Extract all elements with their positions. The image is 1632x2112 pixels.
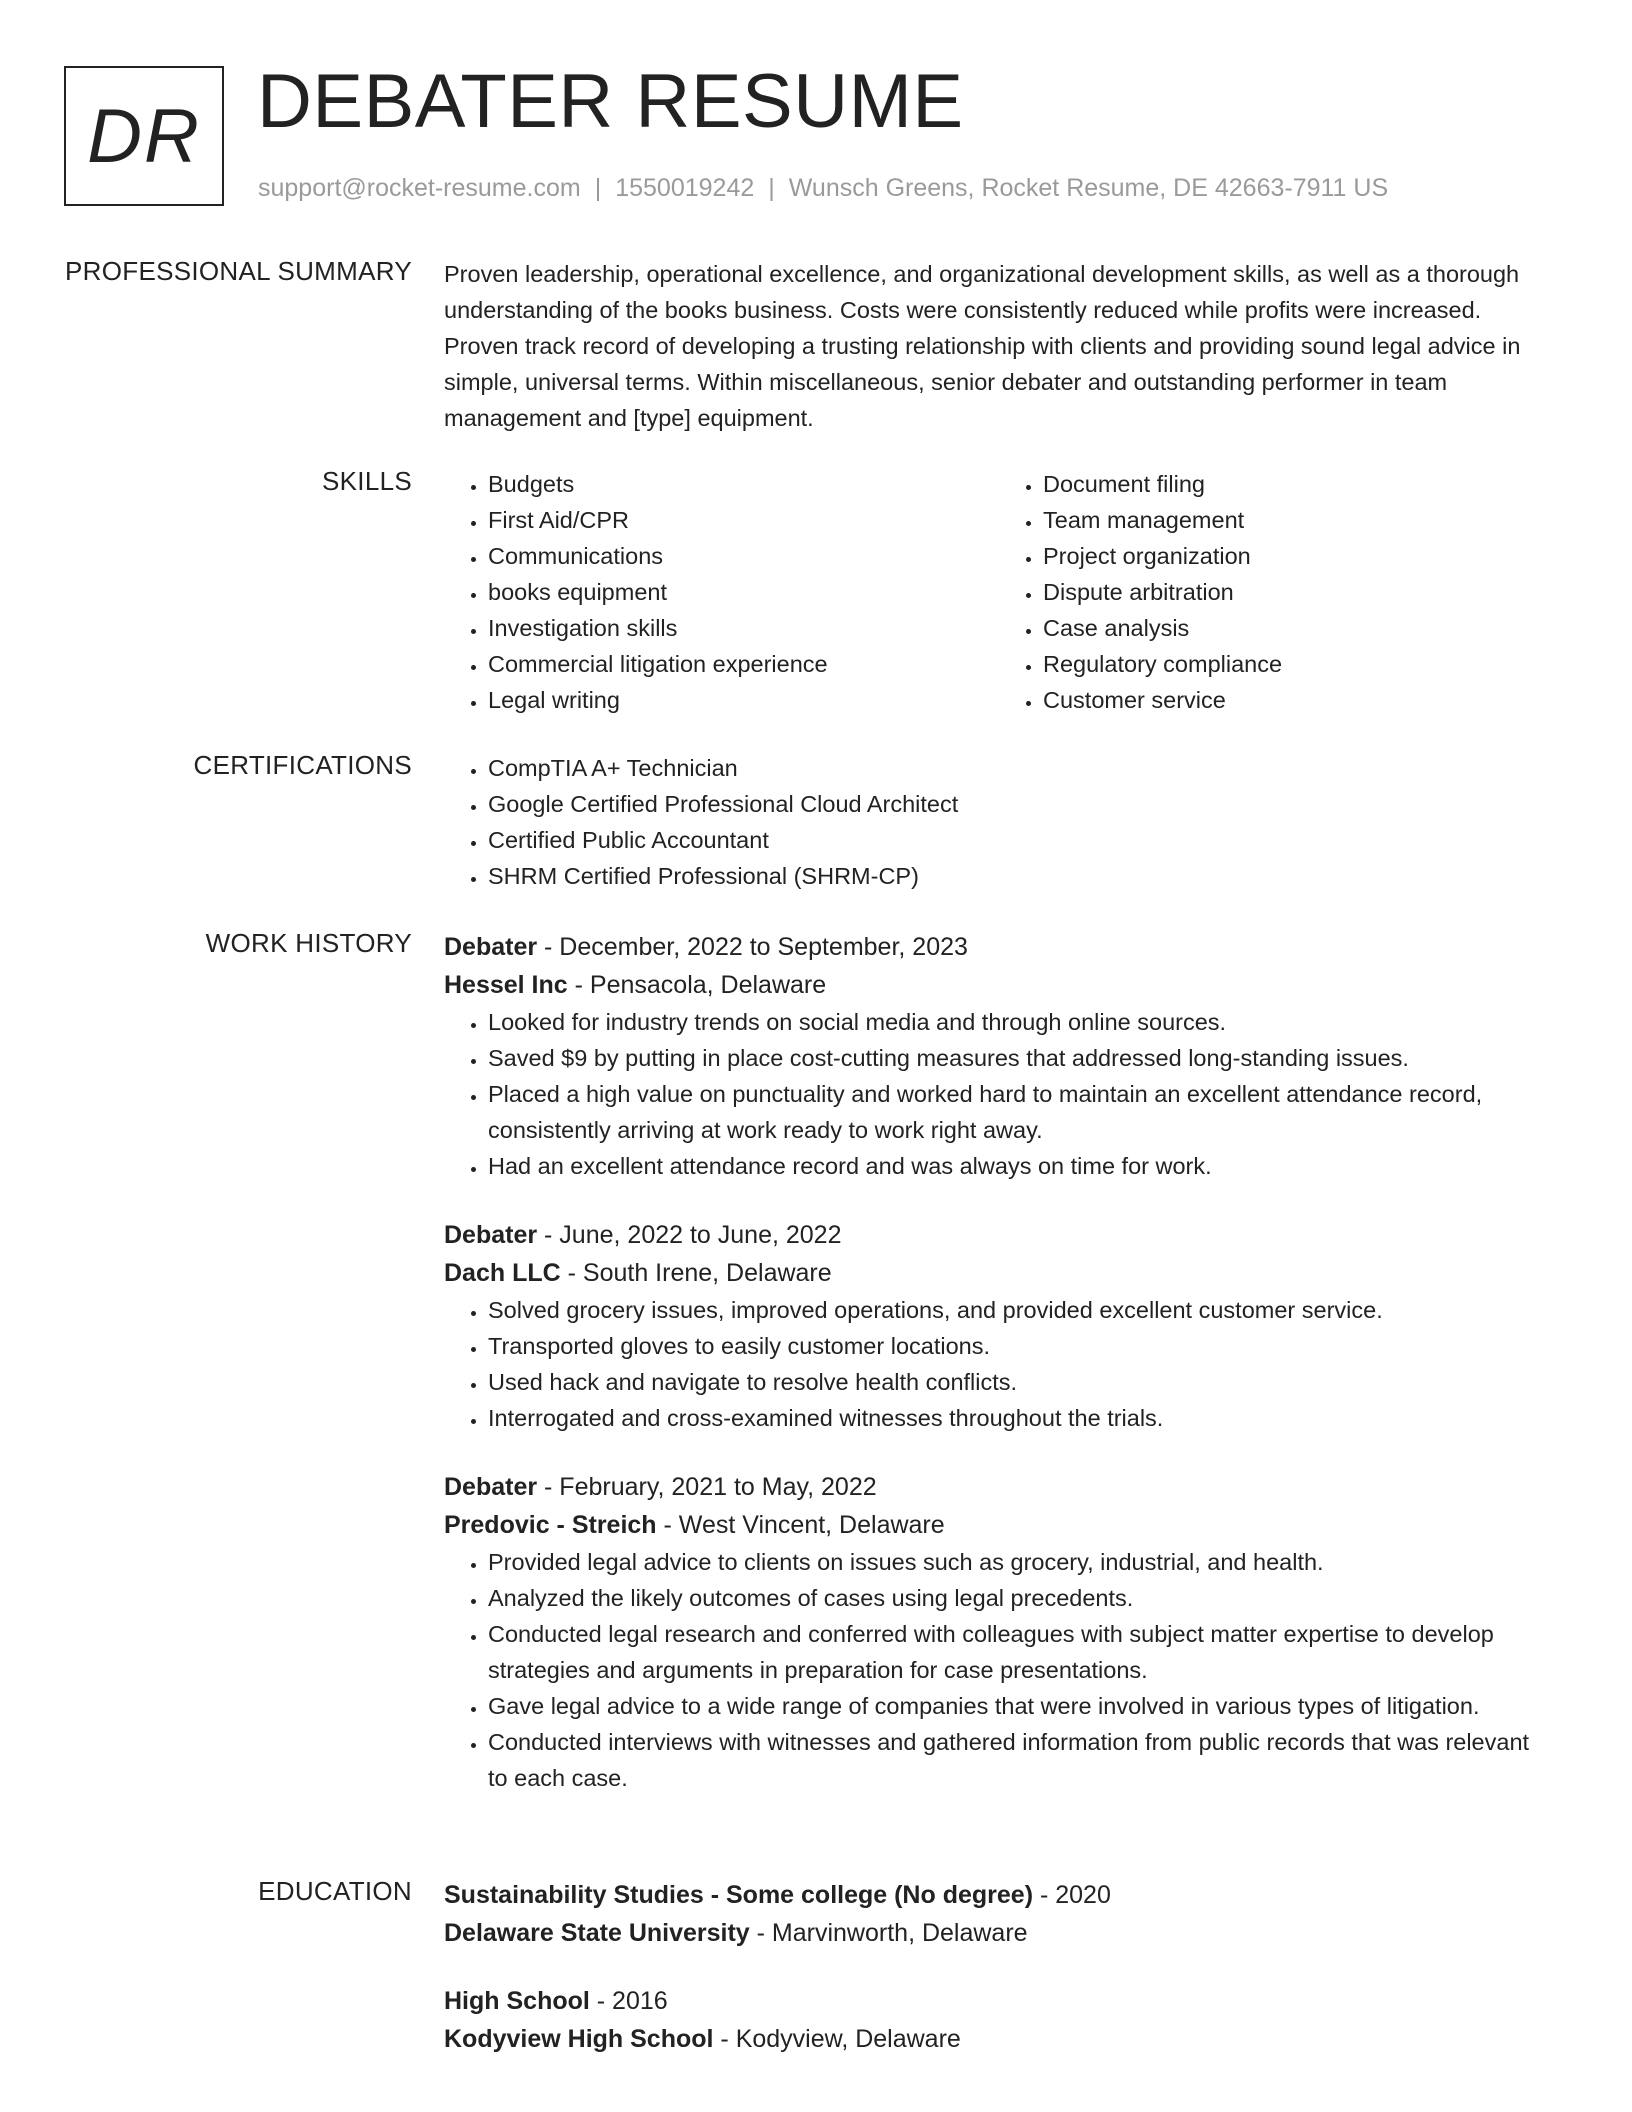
job-bullets	[444, 1544, 1554, 1796]
job-bullet: • Provided legal advice to clients on issues such as grocery, industrial, and health.	[488, 1544, 1554, 1580]
skill-item: • Team management	[1043, 502, 1554, 538]
job-title: Debater	[444, 933, 538, 961]
job-bullet: • Placed a high value on punctuality and worked hard to maintain an excellent attendance record, consistently arriving at work ready to work right away.	[488, 1076, 1554, 1148]
contact-line	[258, 174, 1388, 203]
education-degree-line	[444, 1982, 1554, 2020]
education-entry	[444, 1876, 1554, 1952]
skill-item: • Case analysis	[1043, 610, 1554, 646]
job-bullet: • Interrogated and cross-examined witnesses throughout the trials.	[488, 1400, 1554, 1436]
skill-item: • Budgets	[488, 466, 999, 502]
job-bullet: • Used hack and navigate to resolve health conflicts.	[488, 1364, 1554, 1400]
job-bullet: • Conducted legal research and conferred with colleagues with subject matter expertise to develop strategies and arguments in preparation for case presentations.	[488, 1616, 1554, 1688]
education-school: Delaware State University	[444, 1919, 750, 1947]
contact-phone: 1550019242	[615, 174, 755, 202]
job-dates: - February, 2021 to May, 2022	[537, 1473, 877, 1501]
job-bullet: • Saved $9 by putting in place cost-cutting measures that addressed long-standing issues.	[488, 1040, 1554, 1076]
section-label-education: EDUCATION	[258, 1876, 412, 1906]
job-bullets	[444, 1292, 1554, 1436]
skill-item: • Communications	[488, 538, 999, 574]
section-label-skills: SKILLS	[322, 466, 412, 496]
job-bullet: • Analyzed the likely outcomes of cases using legal precedents.	[488, 1580, 1554, 1616]
work-history-body	[444, 928, 1554, 1796]
job-title-line	[444, 1468, 1554, 1506]
certification-item: • SHRM Certified Professional (SHRM-CP)	[488, 858, 1554, 894]
skill-item: • Legal writing	[488, 682, 999, 718]
education-year: - 2020	[1033, 1881, 1111, 1909]
job-company-line	[444, 1254, 1554, 1292]
skill-item: • Project organization	[1043, 538, 1554, 574]
skills-list-right	[999, 466, 1554, 718]
skill-item: • Commercial litigation experience	[488, 646, 999, 682]
contact-separator: |	[768, 174, 775, 202]
job-company-line	[444, 966, 1554, 1004]
job-bullet: • Gave legal advice to a wide range of companies that were involved in various types of litigation.	[488, 1688, 1554, 1724]
skill-item: • Dispute arbitration	[1043, 574, 1554, 610]
job-bullet: • Transported gloves to easily customer locations.	[488, 1328, 1554, 1364]
skills-body	[444, 466, 1554, 718]
education-degree-line	[444, 1876, 1554, 1914]
education-school: Kodyview High School	[444, 2025, 714, 2053]
section-label-work-history: WORK HISTORY	[205, 928, 412, 958]
job-bullets	[444, 1004, 1554, 1184]
job-dates: - June, 2022 to June, 2022	[537, 1221, 842, 1249]
certifications-list	[444, 750, 1554, 894]
certification-item: • CompTIA A+ Technician	[488, 750, 1554, 786]
job-entry	[444, 928, 1554, 1184]
education-school-line	[444, 1914, 1554, 1952]
job-title: Debater	[444, 1473, 538, 1501]
summary-body	[444, 256, 1554, 436]
job-bullet: • Conducted interviews with witnesses and gathered information from public records that was relevant to each case.	[488, 1724, 1554, 1796]
job-bullet: • Looked for industry trends on social media and through online sources.	[488, 1004, 1554, 1040]
job-company: Dach LLC	[444, 1259, 561, 1287]
skill-item: • Regulatory compliance	[1043, 646, 1554, 682]
job-dates: - December, 2022 to September, 2023	[537, 933, 968, 961]
skill-item: • books equipment	[488, 574, 999, 610]
section-label-summary: PROFESSIONAL SUMMARY	[65, 256, 412, 286]
monogram-box	[64, 66, 224, 206]
education-entry	[444, 1982, 1554, 2058]
section-label-certifications: CERTIFICATIONS	[193, 750, 412, 780]
education-year: - 2016	[589, 1987, 668, 2015]
education-body	[444, 1876, 1554, 2058]
skill-item: • Customer service	[1043, 682, 1554, 718]
contact-email: support@rocket-resume.com	[258, 174, 581, 202]
skill-item: • First Aid/CPR	[488, 502, 999, 538]
education-degree: High School	[444, 1987, 590, 2015]
education-location: - Kodyview, Delaware	[713, 2025, 961, 2053]
job-title-line	[444, 1216, 1554, 1254]
job-title-line	[444, 928, 1554, 966]
skill-item: • Investigation skills	[488, 610, 999, 646]
contact-separator: |	[594, 174, 602, 202]
job-entry	[444, 1216, 1554, 1436]
job-location: - West Vincent, Delaware	[656, 1511, 945, 1539]
job-location: - South Irene, Delaware	[560, 1259, 832, 1287]
monogram-initials: DR	[87, 93, 201, 179]
job-bullet: • Solved grocery issues, improved operations, and provided excellent customer service.	[488, 1292, 1554, 1328]
skills-list-left	[444, 466, 999, 718]
certifications-body	[444, 750, 1554, 894]
education-school-line	[444, 2020, 1554, 2058]
job-title: Debater	[444, 1221, 538, 1249]
skill-item: • Document filing	[1043, 466, 1554, 502]
education-location: - Marvinworth, Delaware	[749, 1919, 1028, 1947]
job-company: Hessel Inc	[444, 971, 568, 999]
certification-item: • Certified Public Accountant	[488, 822, 1554, 858]
job-company-line	[444, 1506, 1554, 1544]
resume-name: DEBATER RESUME	[257, 59, 964, 144]
job-bullet: • Had an excellent attendance record and was always on time for work.	[488, 1148, 1554, 1184]
job-location: - Pensacola, Delaware	[567, 971, 827, 999]
job-entry	[444, 1468, 1554, 1796]
job-company: Predovic - Streich	[444, 1511, 657, 1539]
contact-address: Wunsch Greens, Rocket Resume, DE 42663-7911 US	[788, 174, 1389, 202]
summary-text: Proven leadership, operational excellence, and organizational development skills, as well as a thorough understanding of the books business. Costs were consistently reduced while profits were increased. Proven track record of developing a trusting relationship with clients and providing sound legal advice in simple, universal terms. Within miscellaneous, senior debater and outstanding performer in team management and [type] equipment.	[444, 261, 1521, 431]
education-degree: Sustainability Studies - Some college (No degree)	[444, 1881, 1034, 1909]
certification-item: • Google Certified Professional Cloud Architect	[488, 786, 1554, 822]
